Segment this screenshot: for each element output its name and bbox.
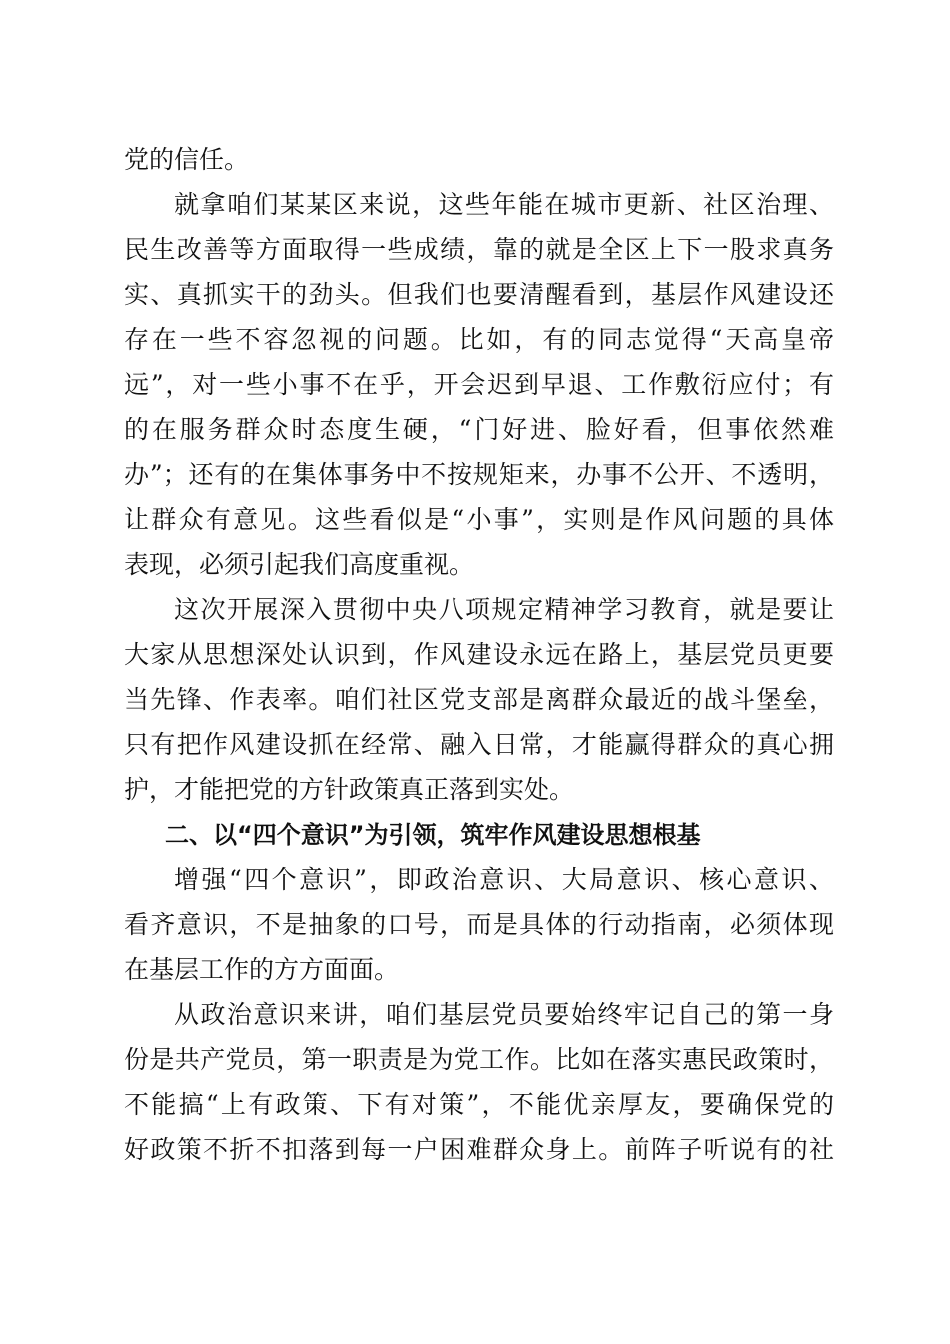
paragraph-line: 表现，必须引起我们高度重视。 (124, 550, 475, 579)
paragraph-line: 当先锋、作表率。咱们社区党支部是离群众最近的战斗堡垒， (124, 685, 834, 714)
paragraph-line: 只有把作风建设抓在经常、融入日常，才能赢得群众的真心拥 (124, 730, 834, 759)
paragraph-line: 就拿咱们某某区来说，这些年能在城市更新、社区治理、 (174, 190, 834, 219)
paragraph-line: 增强“四个意识”，即政治意识、大局意识、核心意识、 (174, 865, 834, 894)
paragraph-line: 办”；还有的在集体事务中不按规矩来，办事不公开、不透明， (124, 460, 834, 489)
paragraph-line: 护，才能把党的方针政策真正落到实处。 (124, 775, 575, 804)
paragraph-line: 从政治意识来讲，咱们基层党员要始终牢记自己的第一身 (174, 1000, 834, 1029)
paragraph-line: 这次开展深入贯彻中央八项规定精神学习教育，就是要让 (174, 595, 834, 624)
paragraph-line: 让群众有意见。这些看似是“小事”，实则是作风问题的具体 (124, 505, 834, 534)
paragraph-line: 在基层工作的方方面面。 (124, 955, 400, 984)
paragraph-line: 存在一些不容忽视的问题。比如，有的同志觉得“天高皇帝 (124, 325, 834, 354)
paragraph-line: 份是共产党员，第一职责是为党工作。比如在落实惠民政策时， (124, 1045, 834, 1074)
paragraph-line: 民生改善等方面取得一些成绩，靠的就是全区上下一股求真务 (124, 235, 834, 264)
paragraph-line: 不能搞“上有政策、下有对策”，不能优亲厚友，要确保党的 (124, 1090, 834, 1119)
paragraph-line: 的在服务群众时态度生硬，“门好进、脸好看，但事依然难 (124, 415, 834, 444)
paragraph-line: 大家从思想深处认识到，作风建设永远在路上，基层党员更要 (124, 640, 834, 669)
paragraph-line: 远”，对一些小事不在乎，开会迟到早退、工作敷衍应付；有 (124, 370, 834, 399)
section-heading: 二、以“四个意识”为引领，筑牢作风建设思想根基 (165, 821, 701, 849)
paragraph-line: 实、真抓实干的劲头。但我们也要清醒看到，基层作风建设还 (124, 280, 834, 309)
paragraph-line: 看齐意识，不是抽象的口号，而是具体的行动指南，必须体现 (124, 910, 834, 939)
paragraph-line: 好政策不折不扣落到每一户困难群众身上。前阵子听说有的社 (124, 1135, 834, 1164)
paragraph-line: 党的信任。 (124, 145, 250, 174)
